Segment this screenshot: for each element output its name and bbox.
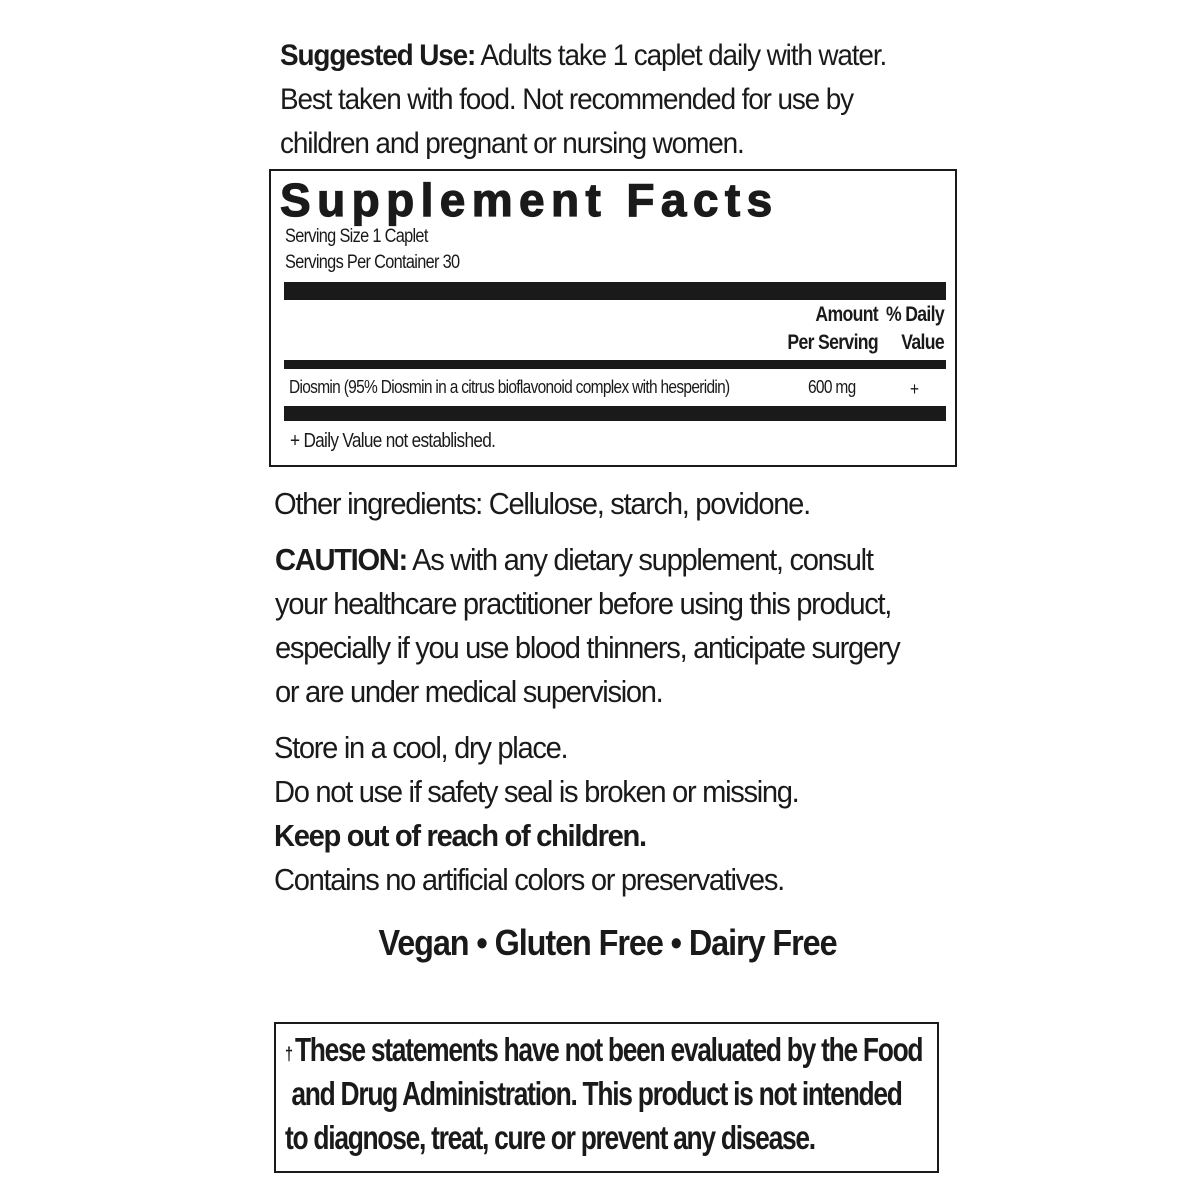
- storage-line-1: Store in a cool, dry place.: [274, 730, 568, 765]
- dagger-mark: †: [285, 1044, 292, 1064]
- caution-line-2: your healthcare practitioner before using this product,: [275, 586, 892, 621]
- storage-instructions: [274, 726, 798, 902]
- disclaimer-line-3: to diagnose, treat, cure or prevent any disease.: [285, 1119, 815, 1156]
- disclaimer-line-1: [285, 1028, 922, 1072]
- suggested-use-line-2: Best taken with food. Not recommended for use by: [280, 83, 853, 116]
- header-amount-line-1: Amount: [815, 303, 878, 326]
- caution-text: [275, 538, 899, 714]
- diet-badges-text: Vegan • Gluten Free • Dairy Free: [378, 922, 837, 963]
- caution-line-4: or are under medical supervision.: [275, 674, 663, 709]
- fda-disclaimer: [285, 1028, 922, 1160]
- suggested-use-line-1: [280, 34, 894, 78]
- diet-badges: [0, 922, 1200, 964]
- ingredient-name: Diosmin (95% Diosmin in a citrus bioflavonoid complex with hesperidin): [289, 377, 730, 397]
- ingredient-amount: 600 mg: [808, 377, 856, 397]
- other-ingredients: Other ingredients: Cellulose, starch, povidone.: [274, 486, 810, 521]
- storage-line-3: Keep out of reach of children.: [274, 818, 646, 853]
- suggested-use-line-3: children and pregnant or nursing women.: [280, 127, 744, 160]
- header-daily-value: [823, 301, 944, 357]
- caution-text-1: As with any dietary supplement, consult: [406, 542, 873, 577]
- header-amount-line-2: Per Serving: [787, 331, 878, 354]
- storage-line-2: Do not use if safety seal is broken or missing.: [274, 774, 799, 809]
- facts-divider-bottom: [284, 406, 946, 421]
- serving-size: Serving Size 1 Caplet: [285, 226, 428, 247]
- daily-value-footnote: + Daily Value not established.: [290, 430, 496, 452]
- storage-line-4: Contains no artificial colors or preservatives.: [274, 862, 784, 897]
- facts-divider-thick: [284, 282, 946, 300]
- header-dv-line-2: Value: [901, 331, 944, 354]
- header-dv-line-1: % Daily: [885, 303, 944, 326]
- supplement-facts-title: Supplement Facts: [280, 174, 779, 226]
- suggested-use-text-1: Adults take 1 caplet daily with water.: [475, 39, 887, 72]
- facts-divider-medium: [284, 360, 946, 369]
- ingredient-daily-value: +: [910, 379, 919, 399]
- disclaimer-text-1: These statements have not been evaluated by the Food: [294, 1031, 923, 1068]
- caution-line-3: especially if you use blood thinners, anticipate surgery: [275, 630, 900, 665]
- servings-per-container: Servings Per Container 30: [285, 252, 460, 273]
- suggested-use: [280, 34, 894, 166]
- disclaimer-line-2: and Drug Administration. This product is not intended: [291, 1075, 902, 1112]
- suggested-use-heading: Suggested Use:: [280, 39, 476, 72]
- caution-line-1: [275, 538, 899, 582]
- caution-heading: CAUTION:: [275, 542, 407, 577]
